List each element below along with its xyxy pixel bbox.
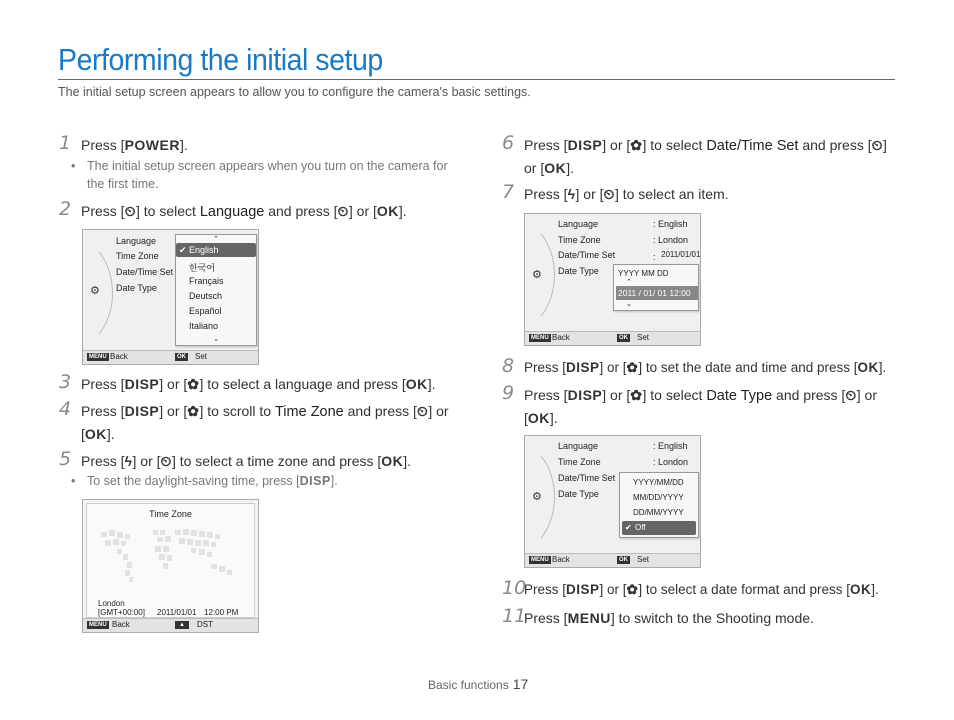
disp-key: DISP <box>567 137 603 153</box>
time-zone-screen <box>82 499 259 633</box>
step-text: ]. <box>179 137 188 153</box>
step-text: ] to select a date format and press [ <box>638 582 850 597</box>
step-text: ]. <box>398 203 407 219</box>
step-text: Press [ <box>524 387 568 403</box>
date-type-screen <box>524 435 701 568</box>
menu-item: Date Type <box>558 266 599 276</box>
timer-key: ⏲ <box>603 186 615 202</box>
step-text: Press [ <box>524 582 567 597</box>
step-7 <box>502 181 729 205</box>
date-type-option: MM/DD/YYYY <box>633 493 684 502</box>
step-text: Press [ <box>81 453 125 469</box>
menu-item: Time Zone <box>558 457 601 467</box>
macro-key: ✿ <box>187 376 200 392</box>
disp-key: DISP <box>566 360 600 375</box>
step-text: ] to set the date and time and press [ <box>638 360 858 375</box>
set-label: Set <box>195 352 208 361</box>
timer-key: ⏲ <box>416 403 429 419</box>
ok-key: OK <box>849 582 872 597</box>
step-text: Press [ <box>81 203 125 219</box>
step-4 <box>59 398 461 445</box>
date-format-label: YYYY MM DD <box>618 269 669 278</box>
set-label: Set <box>637 555 650 564</box>
step-text: ] or [ <box>602 137 631 153</box>
step-text: ]. <box>403 453 412 469</box>
date-value: 2011/01/01 <box>661 250 701 259</box>
step-number: 1 <box>59 132 72 154</box>
step-text: ] to select a language and press [ <box>199 376 406 392</box>
macro-key: ✿ <box>187 403 200 419</box>
step-text: Press [ <box>524 137 568 153</box>
step-text: and press [ <box>264 203 338 219</box>
menu-button-tag: MENU <box>89 354 107 360</box>
flash-key: ϟ <box>124 453 133 469</box>
step-text: ] to scroll to <box>199 403 275 419</box>
option-label: Off <box>635 523 646 532</box>
scroll-up-icon: ⌃ <box>213 236 219 243</box>
step-1 <box>59 132 188 156</box>
date-time-screen <box>524 213 701 346</box>
time-zone-value: : London <box>653 457 689 467</box>
step-number: 4 <box>59 398 72 420</box>
flash-key: ϟ <box>567 186 576 202</box>
gear-icon: ⚙ <box>90 285 100 297</box>
step-text: ] or [ <box>599 582 627 597</box>
note-text: To set the daylight-saving time, press [ <box>87 474 300 488</box>
time-value: 12:00 PM <box>204 608 239 617</box>
menu-item: Date Type <box>116 283 157 293</box>
step-3 <box>59 371 436 395</box>
title-rule <box>58 79 895 80</box>
macro-key: ✿ <box>630 387 643 403</box>
step-text: ] or [ <box>159 376 188 392</box>
language-screen <box>82 229 259 365</box>
date-type-option-selected <box>622 521 696 535</box>
step-text: ]. <box>871 582 879 597</box>
disp-key: DISP <box>566 582 600 597</box>
step-text: Press [ <box>81 403 125 419</box>
step-number: 8 <box>502 355 515 377</box>
date-time-value: 2011 / 01/ 01 12:00 <box>616 286 698 300</box>
step-number: 2 <box>59 198 72 220</box>
screen-bottom-bar <box>525 553 700 567</box>
page-number: 17 <box>512 676 529 692</box>
ok-key: OK <box>381 453 404 469</box>
option-label: English <box>189 245 219 255</box>
step-text: and press [ <box>772 387 846 403</box>
step-text: ] or [ <box>602 387 631 403</box>
menu-name: Language <box>199 204 265 220</box>
language-dropdown <box>175 234 257 346</box>
up-arrow-icon: ▲ <box>175 621 189 629</box>
ok-button-tag: OK <box>177 354 186 360</box>
page-footer <box>428 676 528 692</box>
section-name: Basic functions <box>428 678 509 692</box>
dst-label: DST <box>197 620 213 629</box>
step-text: ] or [ <box>524 387 877 426</box>
back-label: Back <box>110 352 128 361</box>
step-text: ] to select <box>136 203 200 219</box>
timer-key: ⏲ <box>124 203 136 219</box>
step-5-note: • To set the daylight-saving time, press [DISP]. <box>71 474 338 488</box>
step-1-note: • The initial setup screen appears when you turn on the camera for the first time. <box>71 159 448 191</box>
step-text: ] to select <box>642 137 707 153</box>
step-text: ]. <box>106 426 115 442</box>
step-text: ]. <box>566 160 575 176</box>
step-text: ]. <box>878 360 887 375</box>
scroll-down-icon: ⌄ <box>213 336 219 343</box>
timer-key: ⏲ <box>160 453 172 469</box>
step-text: Press [ <box>524 186 568 202</box>
step-text: ] or [ <box>524 137 887 176</box>
scroll-up-icon: ⌃ <box>626 279 632 286</box>
step-number: 11 <box>502 605 527 627</box>
step-8 <box>502 355 887 379</box>
step-text: ] or [ <box>348 203 377 219</box>
step-text: Press [ <box>524 360 567 375</box>
step-11 <box>502 605 814 629</box>
step-text: ] or [ <box>81 403 449 442</box>
step-text: Press [ <box>524 610 568 626</box>
ok-button-tag: OK <box>619 557 628 563</box>
scroll-down-icon: ⌄ <box>626 301 632 308</box>
menu-button-tag: MENU <box>531 335 549 341</box>
power-key: POWER <box>124 137 180 153</box>
step-text: and press [ <box>798 137 872 153</box>
gear-icon: ⚙ <box>532 491 542 503</box>
step-10 <box>502 577 879 601</box>
language-option-selected <box>176 243 256 257</box>
language-option: Italiano <box>189 321 219 331</box>
timer-key: ⏲ <box>871 137 884 153</box>
step-text: ] to select a time zone and press [ <box>171 453 382 469</box>
menu-item: Language <box>558 219 599 229</box>
menu-name: Date Type <box>706 388 773 404</box>
ok-button-tag: OK <box>619 335 628 341</box>
gear-icon: ⚙ <box>532 269 542 281</box>
separator: : <box>653 252 656 262</box>
check-icon: ✔ <box>179 245 187 255</box>
step-text: ]. <box>427 376 436 392</box>
step-number: 9 <box>502 382 515 404</box>
menu-item: Time Zone <box>116 251 159 261</box>
time-zone-header: Time Zone <box>149 509 192 519</box>
macro-key: ✿ <box>630 137 643 153</box>
back-label: Back <box>112 620 130 629</box>
step-number: 10 <box>502 577 527 599</box>
note-text: The initial setup screen appears when you turn on the camera for the first time. <box>87 159 448 191</box>
menu-item: Date/Time Set <box>558 250 616 260</box>
menu-item: Language <box>558 441 599 451</box>
time-zone-value: : London <box>653 235 689 245</box>
map-panel <box>86 503 255 618</box>
step-text: ] or [ <box>159 403 188 419</box>
note-text: ]. <box>330 474 338 488</box>
step-9 <box>502 382 894 429</box>
menu-item: Date/Time Set <box>116 267 174 277</box>
step-text: ] to select an item. <box>614 186 729 202</box>
screen-bottom-bar <box>83 618 258 632</box>
date-type-option: YYYY/MM/DD <box>633 478 684 487</box>
menu-name: Date/Time Set <box>706 138 799 154</box>
gmt-offset: [GMT+00:00] <box>98 608 145 617</box>
step-text: ] to select <box>642 387 707 403</box>
city-name: London <box>98 599 125 608</box>
disp-key: DISP <box>124 403 160 419</box>
step-number: 5 <box>59 448 72 470</box>
timer-key: ⏲ <box>337 203 349 219</box>
language-value: : English <box>653 441 688 451</box>
disp-key: DISP <box>567 387 603 403</box>
ok-key: OK <box>527 410 550 426</box>
language-option: Español <box>189 306 222 316</box>
date-value: 2011/01/01 <box>157 608 197 617</box>
set-label: Set <box>637 333 650 342</box>
step-5 <box>59 448 412 472</box>
step-text: Press [ <box>81 376 125 392</box>
back-label: Back <box>552 333 570 342</box>
world-map-icon <box>87 522 256 592</box>
disp-key: DISP <box>299 474 331 488</box>
step-text: ] or [ <box>575 186 604 202</box>
menu-item: Date Type <box>558 489 599 499</box>
ok-key: OK <box>857 360 879 375</box>
page-title: Performing the initial setup <box>58 42 383 77</box>
step-6 <box>502 132 894 179</box>
screen-bottom-bar <box>83 350 258 364</box>
menu-key: MENU <box>567 610 611 626</box>
macro-key: ✿ <box>626 582 639 597</box>
disp-key: DISP <box>124 376 160 392</box>
language-option: Deutsch <box>189 291 223 301</box>
step-text: and press [ <box>343 403 417 419</box>
menu-item: Language <box>116 236 157 246</box>
timer-key: ⏲ <box>845 387 857 403</box>
step-text: ] to switch to the Shooting mode. <box>610 610 814 626</box>
date-type-option: DD/MM/YYYY <box>633 508 684 517</box>
ok-key: OK <box>376 203 399 219</box>
menu-item: Time Zone <box>558 235 601 245</box>
check-icon: ✔ <box>625 523 632 532</box>
ok-key: OK <box>84 426 107 442</box>
menu-item: Date/Time Set <box>558 473 616 483</box>
ok-key: OK <box>405 376 428 392</box>
back-label: Back <box>552 555 570 564</box>
step-number: 7 <box>502 181 515 203</box>
date-time-editor <box>613 264 699 311</box>
page-subtitle: The initial setup screen appears to allow you to configure the camera's basic settings. <box>58 85 531 99</box>
step-number: 6 <box>502 132 515 154</box>
menu-name: Time Zone <box>274 404 344 420</box>
step-text: Press [ <box>81 137 125 153</box>
ok-key: OK <box>544 160 567 176</box>
date-type-dropdown <box>619 472 699 538</box>
step-number: 3 <box>59 371 72 393</box>
step-text: ] or [ <box>132 453 161 469</box>
language-option: 한국어 <box>189 263 216 273</box>
step-text: ]. <box>549 410 558 426</box>
macro-key: ✿ <box>626 360 639 375</box>
menu-button-tag: MENU <box>89 622 107 628</box>
step-text: ] or [ <box>599 360 627 375</box>
menu-button-tag: MENU <box>531 557 549 563</box>
screen-bottom-bar <box>525 331 700 345</box>
language-value: : English <box>653 219 688 229</box>
language-option: Français <box>189 276 224 286</box>
step-2 <box>59 198 407 223</box>
